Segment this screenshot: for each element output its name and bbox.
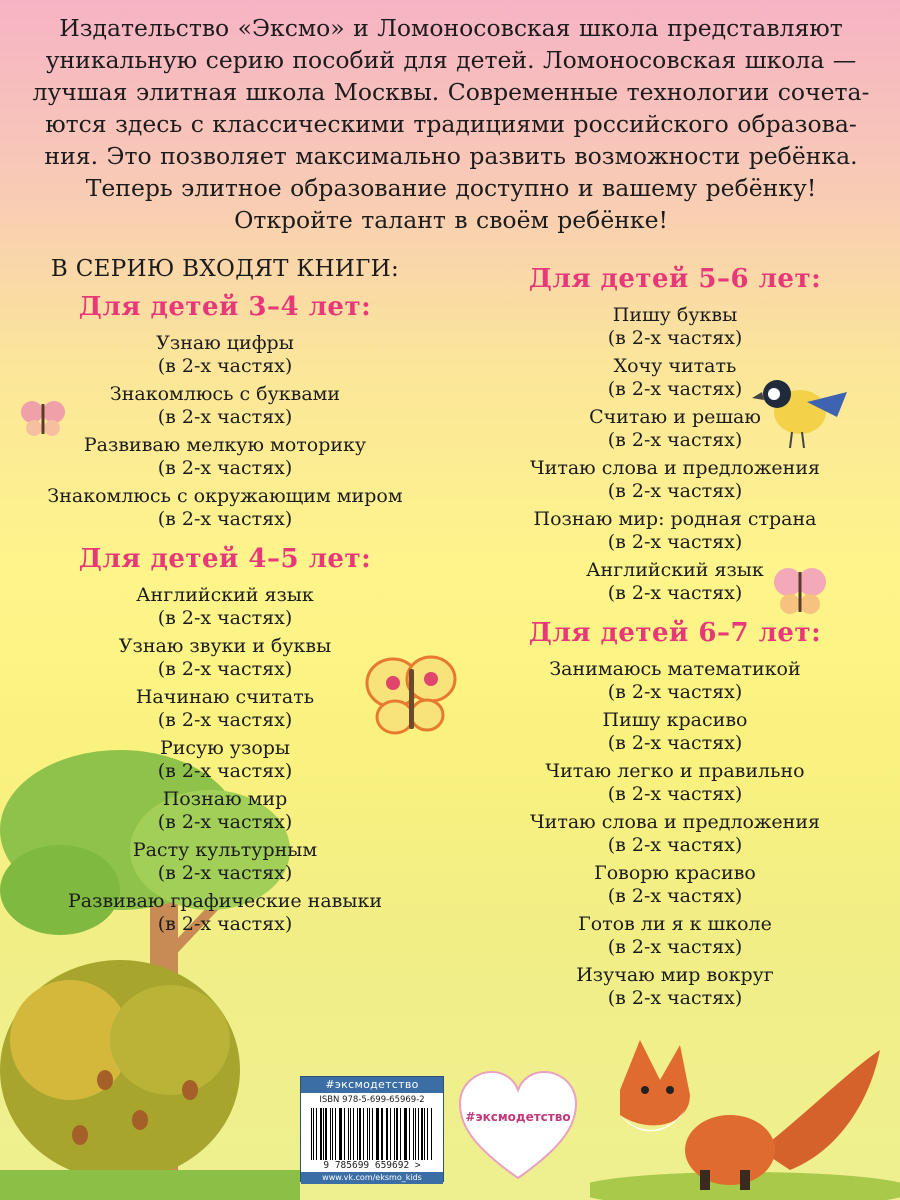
right-column [470, 258, 880, 1023]
barcode-bar [323, 1108, 324, 1160]
intro-line: Издательство «Эксмо» и Ломоносовская школа представляют [59, 14, 843, 42]
barcode-bar [325, 1108, 326, 1160]
age-group [20, 544, 430, 935]
intro-line: лучшая элитная школа Москвы. Современные технологии сочета- [32, 78, 870, 106]
age-heading: Для детей 5–6 лет: [528, 264, 822, 294]
book-parts: (в 2-х частях) [157, 406, 293, 428]
book-item [470, 811, 880, 856]
book-parts: (в 2-х частях) [607, 480, 743, 502]
barcode-bar [431, 1108, 432, 1160]
book-title: Пишу буквы [612, 304, 738, 326]
barcode-bar [427, 1108, 428, 1160]
barcode-bar [394, 1108, 395, 1160]
barcode-bar [390, 1108, 391, 1160]
book-parts: (в 2-х частях) [607, 582, 743, 604]
barcode-bar [320, 1108, 322, 1160]
barcode-bar [415, 1108, 416, 1160]
book-item [470, 406, 880, 451]
book-title: Изучаю мир вокруг [576, 964, 774, 986]
barcode-bar [367, 1108, 368, 1160]
intro-line: уникальную серию пособий для детей. Ломоносовская школа — [45, 46, 857, 74]
barcode-bar [369, 1108, 370, 1160]
book-item [470, 508, 880, 553]
age-group [470, 264, 880, 604]
barcode-bar [313, 1108, 314, 1160]
book-title: Читаю слова и предложения [529, 457, 820, 479]
intro-line: ются здесь с классическими традициями российского образова- [45, 110, 857, 138]
book-parts: (в 2-х частях) [607, 885, 743, 907]
book-parts: (в 2-х частях) [607, 378, 743, 400]
isbn-number: ISBN 978-5-699-65969-2 [319, 1095, 425, 1105]
book-parts: (в 2-х частях) [157, 760, 293, 782]
barcode-digits: 9 785699 659692 > [323, 1160, 421, 1171]
book-item [20, 737, 430, 782]
barcode-bar [418, 1108, 419, 1160]
book-parts: (в 2-х частях) [607, 834, 743, 856]
barcode-bar [396, 1108, 398, 1160]
book-item [470, 304, 880, 349]
book-title: Начинаю считать [135, 686, 315, 708]
barcode-bar [350, 1108, 351, 1160]
book-title: Знакомлюсь с буквами [109, 383, 341, 405]
heart-badge-icon [458, 1070, 578, 1182]
series-heading: В СЕРИЮ ВХОДЯТ КНИГИ: [50, 256, 400, 282]
book-title: Занимаюсь математикой [549, 658, 801, 680]
book-item [470, 355, 880, 400]
barcode-bar [405, 1108, 406, 1160]
book-title: Говорю красиво [594, 862, 756, 884]
book-parts: (в 2-х частях) [157, 811, 293, 833]
book-item [470, 913, 880, 958]
book-parts: (в 2-х частях) [607, 783, 743, 805]
vk-link: www.vk.com/eksmo_kids [301, 1172, 443, 1184]
book-title: Готов ли я к школе [578, 913, 772, 935]
barcode-bar [387, 1108, 388, 1160]
book-title: Развиваю графические навыки [67, 890, 383, 912]
barcode-bar [400, 1108, 401, 1160]
barcode-hashtag: #эксмодетство [301, 1077, 443, 1093]
book-parts: (в 2-х частях) [607, 429, 743, 451]
barcode-bar [339, 1108, 340, 1160]
book-title: Читаю легко и правильно [545, 760, 805, 782]
book-item [470, 658, 880, 703]
barcode-bar [413, 1108, 414, 1160]
book-parts: (в 2-х частях) [157, 607, 293, 629]
barcode-bar [376, 1108, 377, 1160]
barcode-bar [404, 1108, 405, 1160]
book-title: Читаю слова и предложения [529, 811, 820, 833]
book-parts: (в 2-х частях) [607, 936, 743, 958]
book-parts: (в 2-х частях) [607, 327, 743, 349]
barcode-bar [386, 1108, 387, 1160]
book-title: Английский язык [136, 584, 314, 606]
barcode-bar [421, 1108, 423, 1160]
age-group [20, 292, 430, 530]
book-title: Рисую узоры [159, 737, 291, 759]
barcode-bar [363, 1108, 364, 1160]
fox-illustration [590, 1030, 900, 1200]
age-heading: Для детей 4–5 лет: [78, 544, 372, 574]
barcode-bar [316, 1108, 317, 1160]
book-item [20, 839, 430, 884]
book-item [470, 559, 880, 604]
book-item [470, 457, 880, 502]
intro-line: Откройте талант в своём ребёнке! [234, 206, 668, 234]
book-parts: (в 2-х частях) [157, 457, 293, 479]
age-group [470, 618, 880, 1009]
book-parts: (в 2-х частях) [607, 681, 743, 703]
book-item [20, 635, 430, 680]
barcode-bar [340, 1108, 342, 1160]
book-parts: (в 2-х частях) [607, 732, 743, 754]
barcode-bar [377, 1108, 378, 1160]
book-title: Хочу читать [613, 355, 737, 377]
book-title: Считаю и решаю [589, 406, 761, 428]
book-title: Познаю мир [162, 788, 288, 810]
barcode-bar [348, 1108, 349, 1160]
book-parts: (в 2-х частях) [157, 355, 293, 377]
book-title: Узнаю звуки и буквы [118, 635, 332, 657]
book-parts: (в 2-х частях) [157, 508, 293, 530]
barcode-bar [359, 1108, 361, 1160]
barcode-bar [353, 1108, 354, 1160]
book-title: Узнаю цифры [156, 332, 294, 354]
age-heading: Для детей 3–4 лет: [78, 292, 372, 322]
intro-line: ния. Это позволяет максимально развить возможности ребёнка. [44, 142, 858, 170]
book-item [470, 862, 880, 907]
barcode-bar [381, 1108, 383, 1160]
age-heading: Для детей 6–7 лет: [528, 618, 822, 648]
book-item [20, 584, 430, 629]
book-item [470, 760, 880, 805]
barcode-bar [409, 1108, 410, 1160]
book-parts: (в 2-х частях) [157, 658, 293, 680]
book-title: Пишу красиво [602, 709, 748, 731]
book-item [20, 890, 430, 935]
intro-paragraph [22, 12, 880, 236]
book-title: Расту культурным [132, 839, 318, 861]
barcode-bars [311, 1108, 433, 1160]
book-parts: (в 2-х частях) [157, 709, 293, 731]
book-item [20, 788, 430, 833]
book-parts: (в 2-х частях) [157, 862, 293, 884]
barcode-bar [311, 1108, 312, 1160]
intro-line: Теперь элитное образование доступно и вашему ребёнку! [85, 174, 817, 202]
book-parts: (в 2-х частях) [607, 987, 743, 1009]
book-title: Английский язык [586, 559, 764, 581]
book-item [20, 434, 430, 479]
barcode-bar [332, 1108, 333, 1160]
barcode-bar [424, 1108, 425, 1160]
book-item [20, 332, 430, 377]
book-title: Развиваю мелкую моторику [83, 434, 367, 456]
barcode-bar [357, 1108, 358, 1160]
barcode-bar [335, 1108, 336, 1160]
book-parts: (в 2-х частях) [157, 913, 293, 935]
book-title: Познаю мир: родная страна [533, 508, 817, 530]
barcode-bar [344, 1108, 345, 1160]
barcode-bar [372, 1108, 373, 1160]
heart-badge-label: #эксмодетство [465, 1110, 571, 1124]
book-item [20, 485, 430, 530]
left-column [20, 256, 430, 949]
book-item [20, 686, 430, 731]
book-item [470, 709, 880, 754]
barcode-bar [330, 1108, 331, 1160]
book-title: Знакомлюсь с окружающим миром [47, 485, 403, 507]
book-parts: (в 2-х частях) [607, 531, 743, 553]
barcode-block [300, 1076, 444, 1182]
book-item [470, 964, 880, 1009]
book-item [20, 383, 430, 428]
